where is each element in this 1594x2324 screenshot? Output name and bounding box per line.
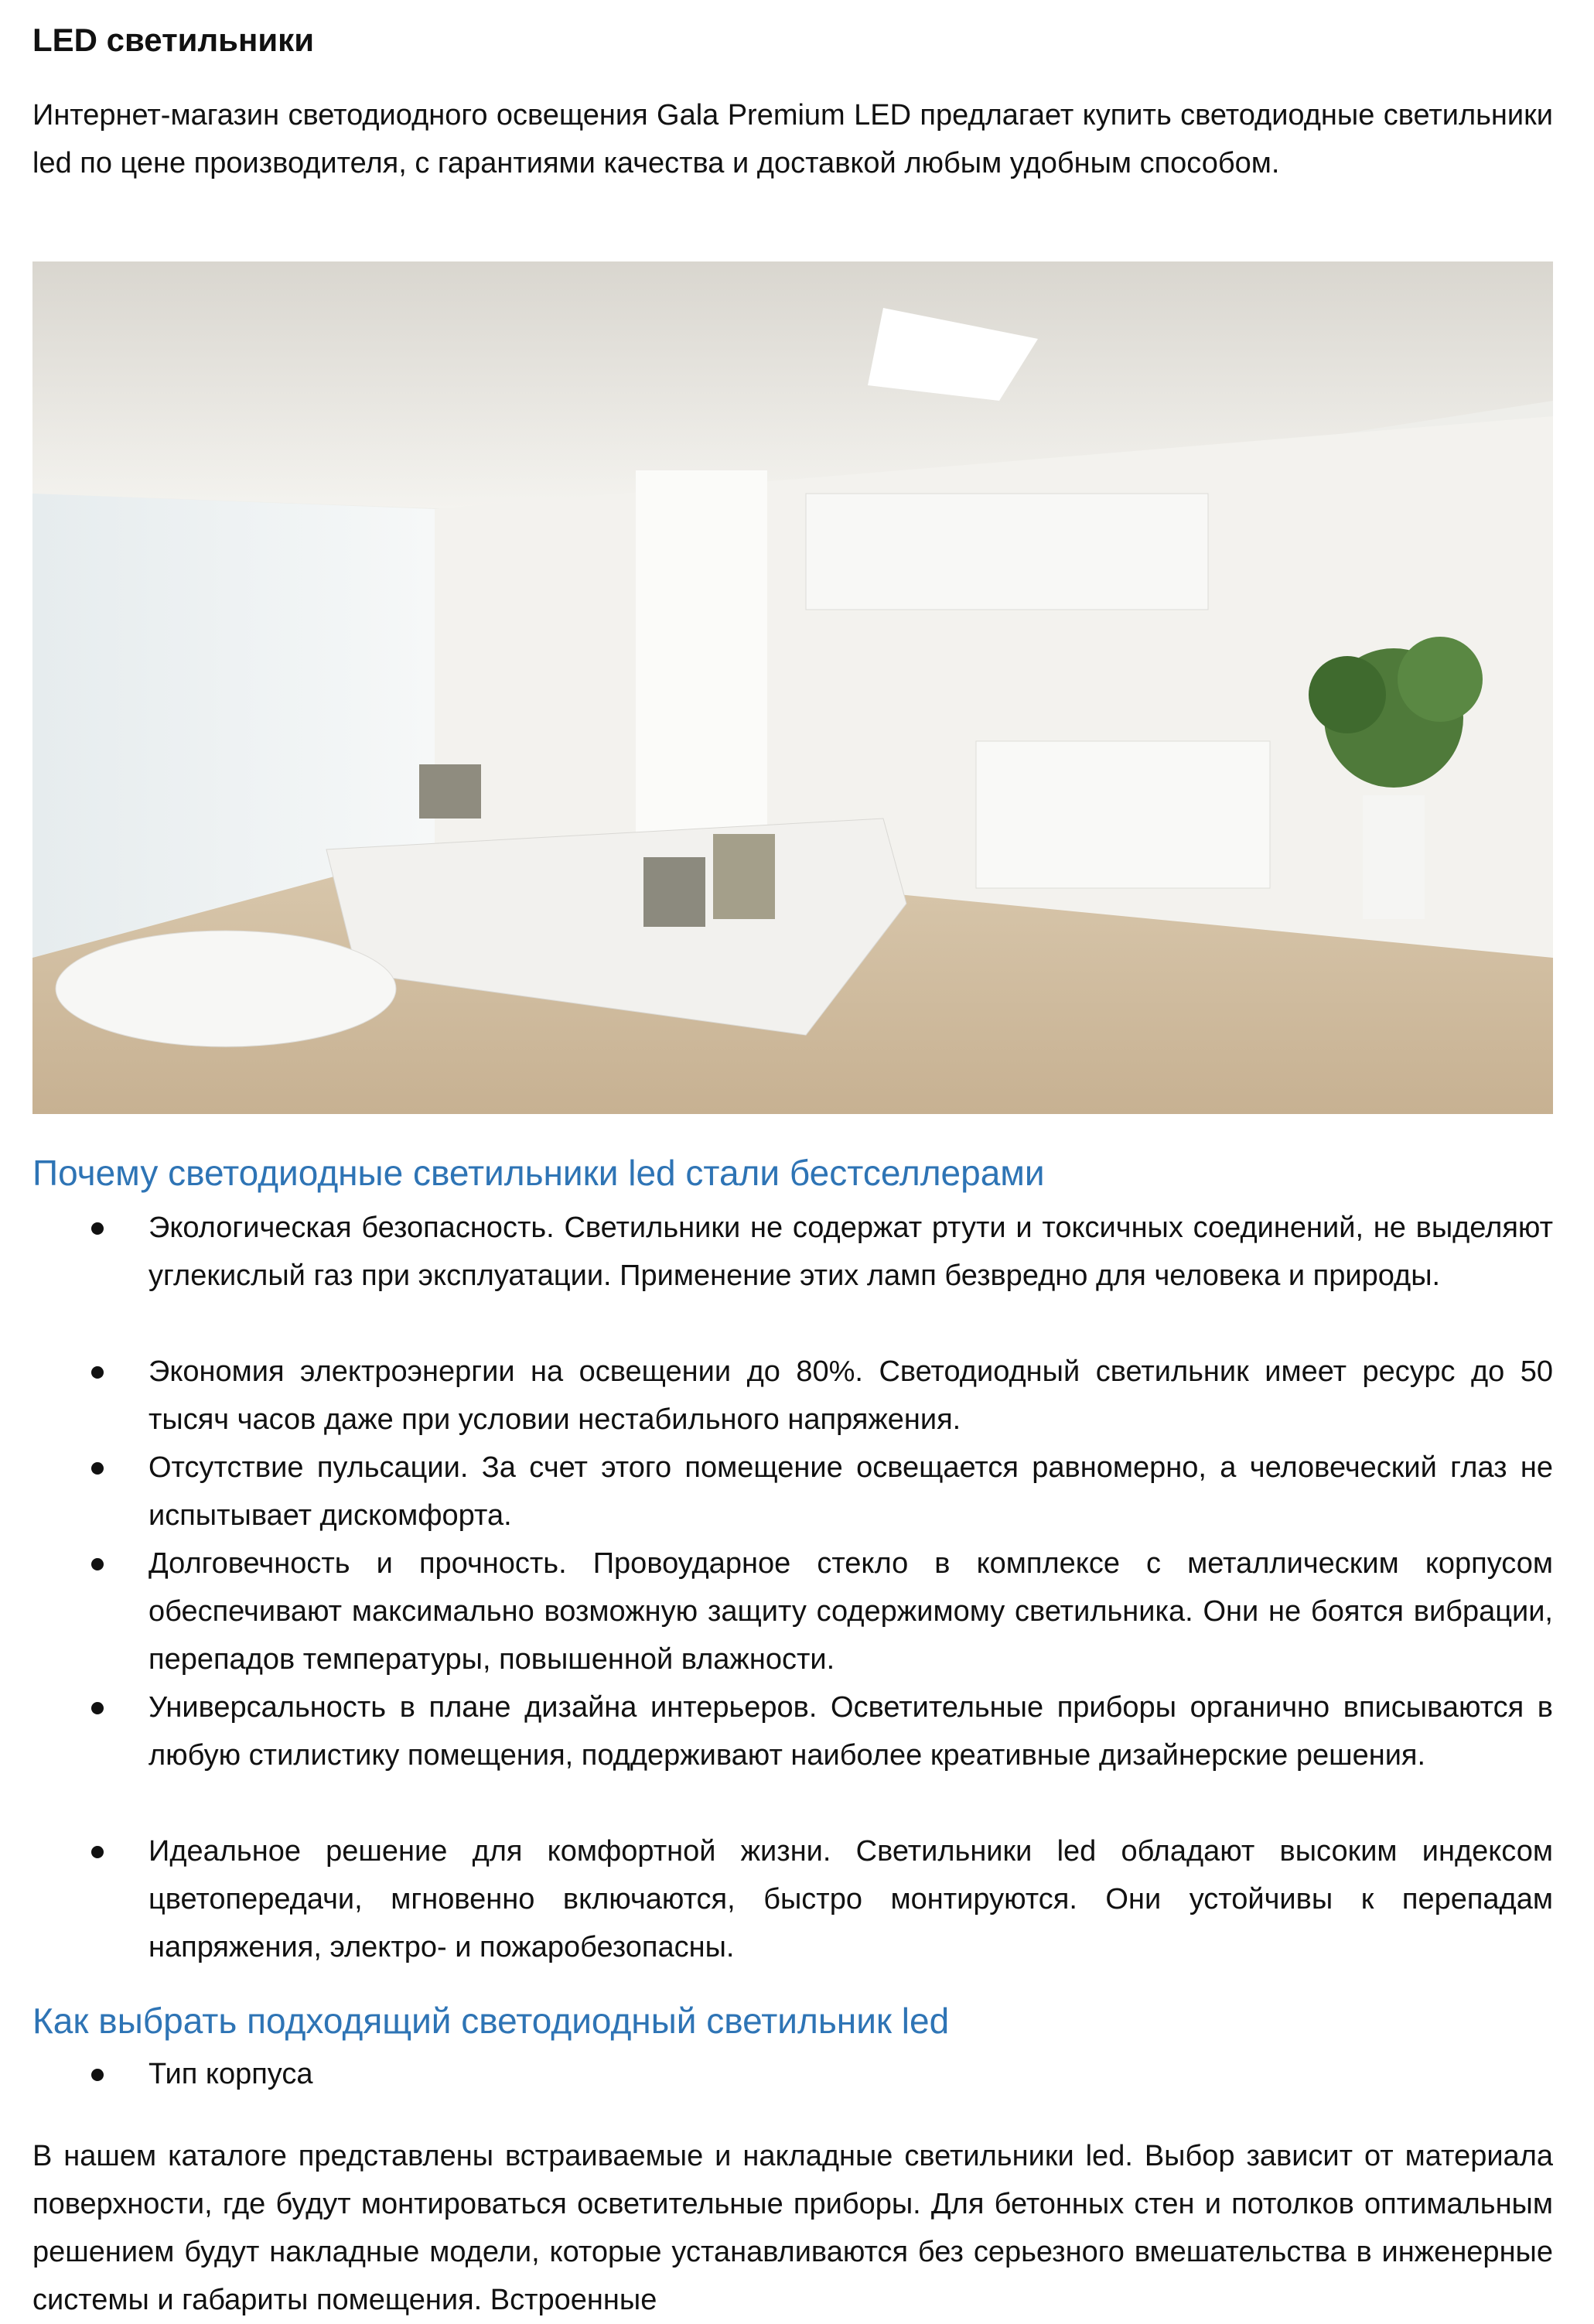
list-item: Отсутствие пульсации. За счет этого помещение освещается равномерно, а человеческий глаз не испытывает дискомфорта. xyxy=(0,1444,1553,1540)
bullet-icon xyxy=(91,1222,104,1235)
page-title: LED светильники xyxy=(32,22,315,58)
section-heading-how-to-choose: Как выбрать подходящий светодиодный светильник led xyxy=(32,2001,950,2041)
list-item: Экологическая безопасность. Светильники не содержат ртути и токсичных соединений, не выделяют углекислый газ при эксплуатации. Применение этих ламп безвредно для человека и природы. xyxy=(0,1204,1553,1348)
section-heading-why: Почему светодиодные светильники led стали бестселлерами xyxy=(32,1153,1045,1193)
choose-criteria-list xyxy=(0,2050,1553,2098)
intro-paragraph: Интернет-магазин светодиодного освещения Gala Premium LED предлагает купить светодиодные светильники led по цене производителя, с гарантиями качества и доставкой любым удобным способом. xyxy=(32,99,1553,179)
bullet-icon xyxy=(91,1702,104,1714)
bullet-icon xyxy=(91,1462,104,1475)
catalog-paragraph: В нашем каталоге представлены встраиваемые и накладные светильники led. Выбор зависит от материала поверхности, где будут монтироваться осветительные приборы. Для бетонных стен и потолков оптимальным решением будут накладные модели, которые устанавливаются без серьезного вмешательства в инженерные системы и габариты помещения. Встроенные xyxy=(32,2140,1553,2316)
bullet-icon xyxy=(91,1846,104,1858)
list-item: Тип корпуса xyxy=(0,2050,1553,2098)
bullet-icon xyxy=(91,1366,104,1379)
interior-illustration xyxy=(32,261,1553,1114)
bullet-icon xyxy=(91,1558,104,1570)
advantages-list xyxy=(0,1204,1553,1971)
list-item: Экономия электроэнергии на освещении до 80%. Светодиодный светильник имеет ресурс до 50 тысяч часов даже при условии нестабильного напряжения. xyxy=(0,1348,1553,1444)
interior-photo xyxy=(32,261,1553,1114)
list-item: Идеальное решение для комфортной жизни. Светильники led обладают высоким индексом цветопередачи, мгновенно включаются, быстро монтируются. Они устойчивы к перепадам напряжения, электро- и пожаробезопасны. xyxy=(0,1827,1553,1971)
bullet-icon xyxy=(91,2069,104,2081)
list-item: Долговечность и прочность. Провоударное стекло в комплексе с металлическим корпусом обеспечивают максимально возможную защиту содержимому светильника. Они не боятся вибрации, перепадов температуры, повышенной влажности. xyxy=(0,1540,1553,1683)
list-item: Универсальность в плане дизайна интерьеров. Осветительные приборы органично вписываются в любую стилистику помещения, поддерживают наиболее креативные дизайнерские решения. xyxy=(0,1683,1553,1827)
